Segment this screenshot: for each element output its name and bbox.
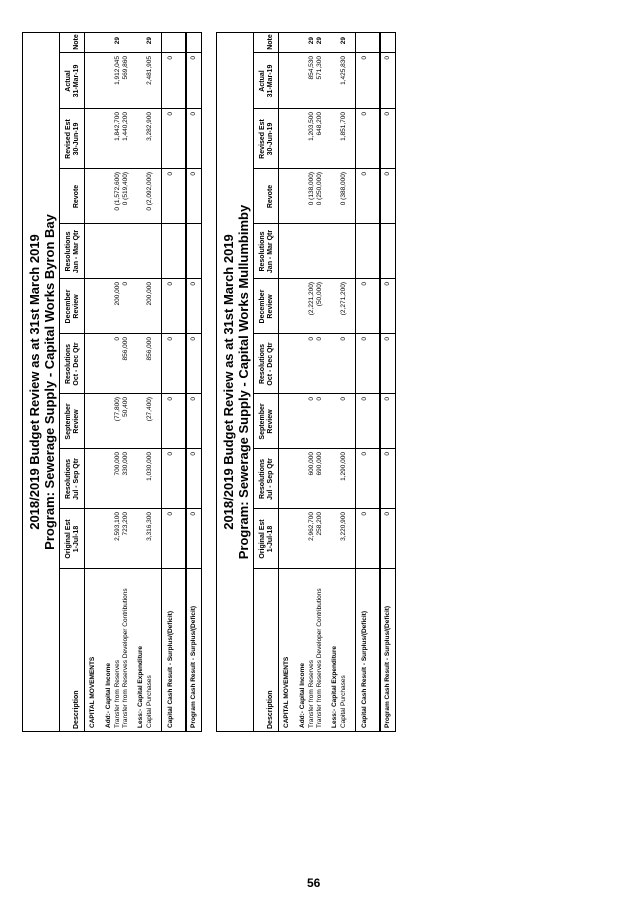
cell-note: 29 bbox=[316, 37, 323, 45]
cell-resolutions-q2: 0 bbox=[384, 337, 391, 341]
cell-original-est: 0 bbox=[361, 512, 368, 516]
cell-note: 29 bbox=[340, 37, 347, 45]
cell-original-est: 0 bbox=[167, 512, 174, 516]
cell-resolutions-q2: 0 bbox=[114, 337, 121, 341]
cell-revised-est: 648,200 bbox=[316, 112, 323, 136]
cell-december-review: 0 bbox=[190, 282, 197, 286]
row-divider bbox=[379, 33, 381, 731]
header-december-review: December Review bbox=[65, 289, 80, 324]
cell-september-review: 0 bbox=[384, 397, 391, 401]
table-header-row bbox=[59, 33, 85, 731]
cell-revote: 0 (250,000) bbox=[316, 172, 323, 206]
column-divider bbox=[59, 168, 201, 169]
cell-actual: 569,860 bbox=[122, 56, 129, 80]
header-note: Note bbox=[73, 34, 80, 50]
table-subtitle: Program: Sewerage Supply - Capital Works Byron Bay bbox=[42, 214, 57, 550]
cell-resolutions-q1: 690,000 bbox=[316, 452, 323, 476]
table-header-row bbox=[253, 33, 279, 731]
header-actual: Actual 31-Mar-19 bbox=[65, 64, 80, 98]
cell-resolutions-q2: 0 bbox=[316, 337, 323, 341]
cell-september-review: 0 bbox=[167, 397, 174, 401]
row-label: Transfer from Reserves Developer Contributions bbox=[122, 588, 129, 728]
cell-revote: 0 (1,572,600) bbox=[114, 172, 121, 211]
cell-resolutions-q2: 856,000 bbox=[146, 337, 153, 361]
cell-resolutions-q2: 0 bbox=[340, 337, 347, 341]
header-description: Description bbox=[73, 690, 80, 729]
header-note: Note bbox=[267, 34, 274, 50]
cell-revised-est: 0 bbox=[190, 112, 197, 116]
cell-actual: 0 bbox=[190, 56, 197, 60]
row-divider bbox=[161, 33, 162, 731]
income-heading: Add:- Capital Income bbox=[299, 662, 306, 728]
cell-september-review: 0 bbox=[308, 397, 315, 401]
cell-actual: 0 bbox=[361, 56, 368, 60]
column-divider bbox=[253, 278, 395, 279]
cell-revote: 0 bbox=[384, 172, 391, 176]
header-revised-est: Revised Est 30-Jun-19 bbox=[65, 119, 80, 159]
cell-actual: 0 bbox=[384, 56, 391, 60]
cell-september-review: 0 bbox=[340, 397, 347, 401]
column-divider bbox=[253, 508, 395, 509]
cell-resolutions-q1: 1,030,000 bbox=[146, 452, 153, 481]
column-divider bbox=[59, 52, 201, 53]
cell-actual: 854,530 bbox=[308, 56, 315, 80]
cell-resolutions-q2: 0 bbox=[361, 337, 368, 341]
header-original-est: Original Est 1-Jul-18 bbox=[259, 519, 274, 559]
column-divider bbox=[253, 223, 395, 224]
cell-original-est: 2,593,100 bbox=[114, 512, 121, 541]
row-divider bbox=[185, 33, 187, 731]
cell-december-review: 0 bbox=[361, 282, 368, 286]
cell-actual: 2,481,905 bbox=[146, 56, 153, 85]
cell-revote: 0 bbox=[190, 172, 197, 176]
row-label: Capital Purchases bbox=[340, 675, 347, 728]
cell-revised-est: 1,440,200 bbox=[122, 112, 129, 141]
cell-resolutions-q1: 0 bbox=[167, 452, 174, 456]
cell-september-review: 50,400 bbox=[122, 397, 129, 417]
section-label: CAPITAL MOVEMENTS bbox=[283, 656, 290, 728]
cell-note: 29 bbox=[308, 37, 315, 45]
column-divider bbox=[59, 108, 201, 109]
cell-resolutions-q2: 0 bbox=[167, 337, 174, 341]
header-revote: Revote bbox=[267, 184, 274, 209]
cell-actual: 571,300 bbox=[316, 56, 323, 80]
cell-revote: 0 (138,000) bbox=[308, 172, 315, 206]
expense-heading: Less:- Capital Expenditure bbox=[137, 646, 144, 728]
cell-revote: 0 bbox=[361, 172, 368, 176]
cell-resolutions-q2: 0 bbox=[190, 337, 197, 341]
cell-revised-est: 1,842,700 bbox=[114, 112, 121, 141]
column-divider bbox=[253, 52, 395, 53]
program-result-label: Program Cash Result - Surplus/(Deficit) bbox=[190, 605, 197, 728]
cell-original-est: 0 bbox=[384, 512, 391, 516]
cell-resolutions-q1: 0 bbox=[190, 452, 197, 456]
cell-september-review: (77,800) bbox=[114, 397, 121, 422]
cell-december-review: 0 bbox=[122, 282, 129, 286]
cell-original-est: 258,200 bbox=[316, 512, 323, 536]
cell-september-review: 0 bbox=[316, 397, 323, 401]
header-september-review: September Review bbox=[259, 403, 274, 440]
cell-revote: 0 bbox=[167, 172, 174, 176]
cell-revised-est: 3,282,900 bbox=[146, 112, 153, 141]
cell-actual: 1,912,045 bbox=[114, 56, 121, 85]
header-resolutions-oct-dec: Resolutions Oct - Dec Qtr bbox=[65, 342, 80, 386]
cell-resolutions-q1: 0 bbox=[361, 452, 368, 456]
cell-december-review: 0 bbox=[167, 282, 174, 286]
section-label: CAPITAL MOVEMENTS bbox=[89, 656, 96, 728]
expense-heading: Less:- Capital Expenditure bbox=[331, 646, 338, 728]
cell-december-review: (50,000) bbox=[316, 282, 323, 307]
cell-original-est: 3,220,900 bbox=[340, 512, 347, 541]
cell-original-est: 2,962,700 bbox=[308, 512, 315, 541]
row-label: Capital Purchases bbox=[146, 675, 153, 728]
header-actual: Actual 31-Mar-19 bbox=[259, 64, 274, 98]
cell-original-est: 723,200 bbox=[122, 512, 129, 536]
cell-resolutions-q1: 1,290,000 bbox=[340, 452, 347, 481]
cell-december-review: 0 bbox=[384, 282, 391, 286]
header-description: Description bbox=[267, 690, 274, 729]
header-original-est: Original Est 1-Jul-18 bbox=[65, 519, 80, 559]
row-label: Transfer from Reserves bbox=[114, 659, 121, 728]
cell-actual: 0 bbox=[167, 56, 174, 60]
column-divider bbox=[59, 333, 201, 334]
cell-revised-est: 0 bbox=[361, 112, 368, 116]
row-label: Transfer from Reserves bbox=[308, 659, 315, 728]
cell-september-review: (27,400) bbox=[146, 397, 153, 422]
header-resolutions-jan-mar: Resolutions Jan - Mar Qtr bbox=[259, 229, 274, 274]
header-revote: Revote bbox=[73, 184, 80, 209]
column-divider bbox=[253, 168, 395, 169]
header-december-review: December Review bbox=[259, 289, 274, 324]
column-divider bbox=[59, 278, 201, 279]
header-revised-est: Revised Est 30-Jun-19 bbox=[259, 119, 274, 159]
cell-original-est: 0 bbox=[190, 512, 197, 516]
cell-revised-est: 0 bbox=[384, 112, 391, 116]
cell-note: 29 bbox=[146, 37, 153, 45]
row-divider bbox=[355, 33, 356, 731]
column-divider bbox=[253, 333, 395, 334]
budget-table-byron-bay bbox=[22, 32, 202, 732]
cell-december-review: (2,221,200) bbox=[308, 282, 315, 316]
capital-result-label: Capital Cash Result - Surplus/(Deficit) bbox=[167, 610, 174, 728]
column-divider bbox=[59, 508, 201, 509]
cell-december-review: 200,000 bbox=[146, 282, 153, 306]
column-divider bbox=[59, 393, 201, 394]
page-number: 56 bbox=[307, 876, 321, 890]
capital-result-label: Capital Cash Result - Surplus/(Deficit) bbox=[361, 610, 368, 728]
cell-resolutions-q1: 330,000 bbox=[122, 452, 129, 476]
column-divider bbox=[59, 568, 201, 569]
column-divider bbox=[59, 223, 201, 224]
cell-revote: 0 (2,092,000) bbox=[146, 172, 153, 211]
table-title: 2018/2019 Budget Review as at 31st March 2019 bbox=[221, 234, 236, 530]
cell-resolutions-q2: 0 bbox=[308, 337, 315, 341]
column-divider bbox=[253, 108, 395, 109]
cell-original-est: 3,316,300 bbox=[146, 512, 153, 541]
cell-resolutions-q1: 700,000 bbox=[114, 452, 121, 476]
cell-resolutions-q2: 856,000 bbox=[122, 337, 129, 361]
income-heading: Add:- Capital Income bbox=[105, 662, 112, 728]
cell-revised-est: 1,203,500 bbox=[308, 112, 315, 141]
table-subtitle: Program: Sewerage Supply - Capital Works Mullumbimby bbox=[236, 204, 251, 560]
cell-december-review: 200,000 bbox=[114, 282, 121, 306]
header-resolutions-jul-sep: Resolutions Jul - Sep Qtr bbox=[65, 458, 80, 500]
column-divider bbox=[253, 448, 395, 449]
column-divider bbox=[59, 448, 201, 449]
cell-resolutions-q1: 600,000 bbox=[308, 452, 315, 476]
row-label: Transfer from Reserves Developer Contributions bbox=[316, 588, 323, 728]
cell-september-review: 0 bbox=[361, 397, 368, 401]
header-september-review: September Review bbox=[65, 403, 80, 440]
cell-resolutions-q1: 0 bbox=[384, 452, 391, 456]
header-resolutions-jul-sep: Resolutions Jul - Sep Qtr bbox=[259, 458, 274, 500]
cell-december-review: (2,271,200) bbox=[340, 282, 347, 316]
header-resolutions-jan-mar: Resolutions Jan - Mar Qtr bbox=[65, 229, 80, 274]
cell-note: 29 bbox=[114, 37, 121, 45]
program-result-label: Program Cash Result - Surplus/(Deficit) bbox=[384, 605, 391, 728]
column-divider bbox=[253, 393, 395, 394]
table-title: 2018/2019 Budget Review as at 31st March 2019 bbox=[27, 234, 42, 530]
cell-revote: 0 (519,400) bbox=[122, 172, 129, 206]
cell-revote: 0 (388,000) bbox=[340, 172, 347, 206]
cell-revised-est: 1,851,700 bbox=[340, 112, 347, 141]
budget-table-mullumbimby bbox=[216, 32, 396, 732]
cell-actual: 1,425,830 bbox=[340, 56, 347, 85]
column-divider bbox=[253, 568, 395, 569]
header-resolutions-oct-dec: Resolutions Oct - Dec Qtr bbox=[259, 342, 274, 386]
cell-september-review: 0 bbox=[190, 397, 197, 401]
cell-revised-est: 0 bbox=[167, 112, 174, 116]
